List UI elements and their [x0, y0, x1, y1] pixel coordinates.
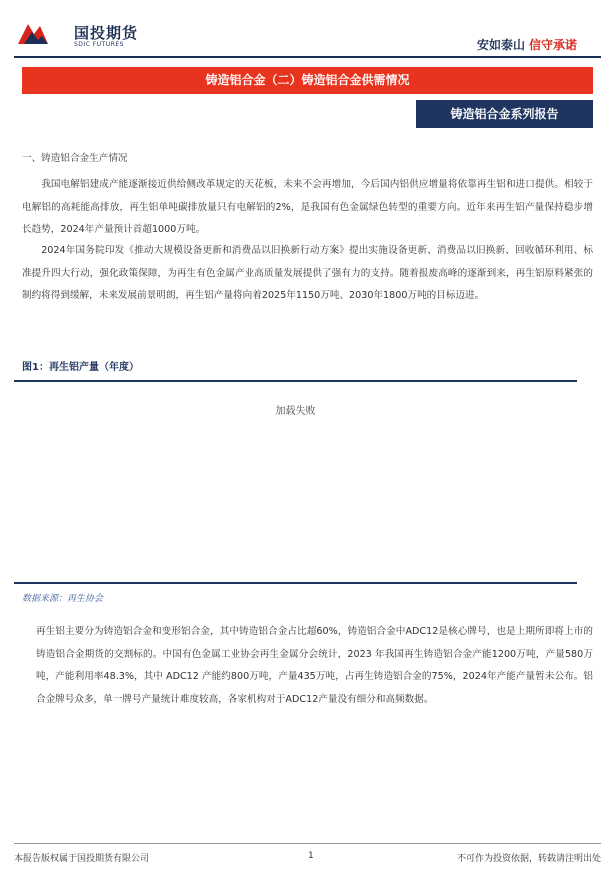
section-heading: 一、铸造铝合金生产情况: [22, 153, 128, 164]
logo-chinese-name: 国投期货: [74, 24, 139, 42]
paragraph-3: 再生铝主要分为铸造铝合金和变形铝合金，其中铸造铝合金占比超60%，铸造铝合金中ADC12是核心牌号，也是上期所即将上市的铸造铝合金期货的交割标的。中国有色金属工业协会再生金属分会统计，2023 年我国再生铸造铝合金产能1200万吨，产量580万吨，产能利用率48.3%，其中 ADC12 产能约800万吨，产量435万吨，占再生铸造铝合金的75%，2024年产能产量暂未公布。铝合金牌号众多，单一牌号产量统计难度较高，各家机构对于ADC12产量没有细分和高频数据。: [36, 626, 593, 705]
logo-english-name: SDIC FUTURES: [74, 41, 124, 48]
figure-source: 数据来源：再生协会: [22, 594, 104, 604]
figure-title: 图1：再生铝产量（年度）: [22, 362, 139, 373]
logo-mark-icon: [14, 20, 52, 50]
slogan-part-2: 信守承诺: [528, 38, 577, 52]
load-failed-message: 加载失败: [275, 406, 316, 417]
footer-copyright: 本报告版权属于国投期货有限公司: [14, 854, 150, 864]
company-logo: [14, 20, 154, 54]
figure-placeholder: [14, 382, 577, 582]
footer-disclaimer: 不可作为投资依据，转载请注明出处: [456, 854, 601, 864]
slogan-part-1: 安如泰山: [476, 38, 525, 52]
paragraph-1: 我国电解铝建成产能逐渐接近供给侧改革规定的天花板，未来不会再增加，今后国内铝供应增量将依靠再生铝和进口提供。相较于电解铝的高耗能高排放，再生铝单吨碳排放量只有电解铝的2%，是我国有色金属绿色转型的重要方向。近年来再生铝产量保持稳步增长趋势，2024年产量预计首超1000万吨。: [22, 179, 593, 235]
paragraph-2: 2024年国务院印发《推动大规模设备更新和消费品以旧换新行动方案》提出实施设备更新、消费品以旧换新、回收循环利用、标准提升四大行动，强化政策保障，为再生有色金属产业高质量发展提供了强有力的支持。随着报废高峰的逐渐到来，再生铝原料紧张的制约将得到缓解，未来发展前景明朗，再生铝产量将向着2025年1150万吨、2030年1800万吨的目标迈进。: [22, 245, 593, 301]
report-title-bar: 铸造铝合金（二）铸造铝合金供需情况: [22, 67, 593, 94]
page-number: 1: [308, 851, 314, 861]
page-header: [0, 0, 615, 62]
footer-divider: [14, 843, 601, 844]
header-divider: [14, 56, 601, 58]
report-series-tag: 铸造铝合金系列报告: [416, 100, 593, 128]
figure-bottom-rule: [14, 582, 577, 584]
company-slogan: [477, 36, 577, 53]
